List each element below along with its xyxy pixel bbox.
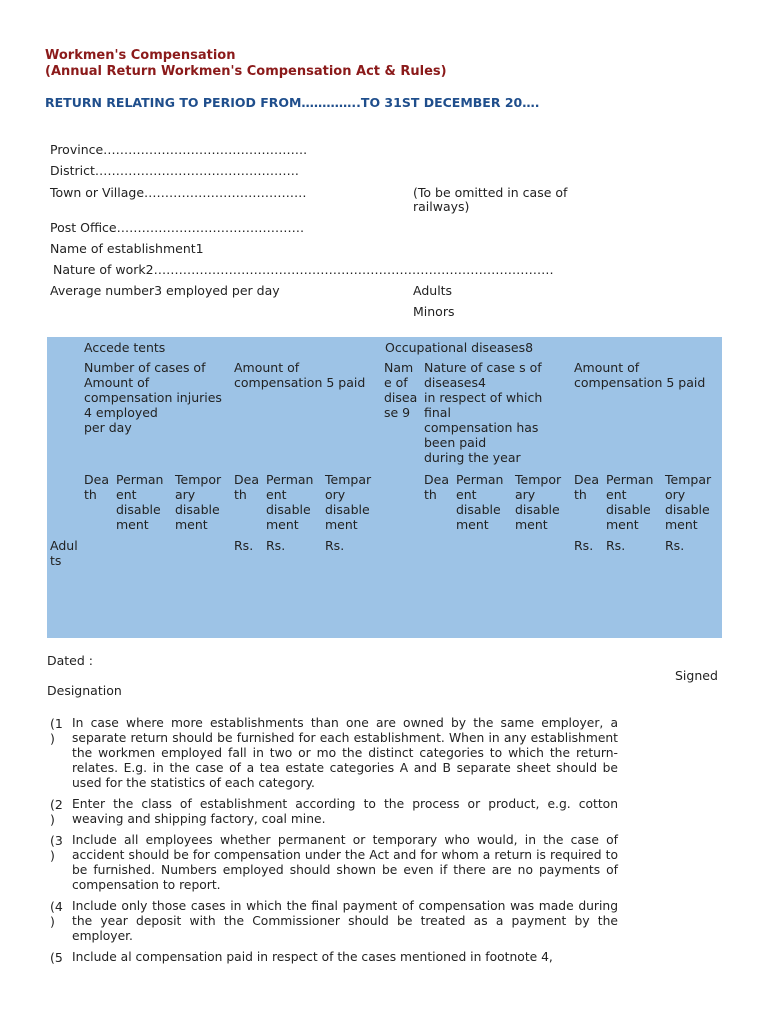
subcol-permanent-disablement: Perman ent disable ment	[606, 472, 654, 532]
note-text: Include all employees whether permanent or temporary who would, in the case of accident should be for compensation under the Act and for whom a return is required to be furnished. Numbers employed should shown be even if there are no payments of compensation to report.	[72, 833, 618, 892]
district-field: District………………………………………….	[50, 163, 299, 178]
rs-cell: Rs.	[665, 538, 685, 553]
occupational-diseases-heading: Occupational diseases8	[385, 340, 534, 355]
signed-label: Signed	[675, 668, 718, 683]
average-employed-field: Average number3 employed per day	[50, 283, 280, 298]
subcol-death: Dea th	[84, 472, 109, 502]
town-field: Town or Village…………………………………	[50, 185, 307, 200]
subcol-temporary-disablement: Tempor ary disable ment	[175, 472, 222, 532]
subcol-death: Dea th	[574, 472, 599, 502]
note-text: Include only those cases in which the final payment of compensation was made during the year deposit with the Commissioner should be treated as a payment by the employer.	[72, 899, 618, 943]
minors-label: Minors	[413, 304, 455, 319]
post-office-field: Post Office………………………………………	[50, 220, 305, 235]
subcol-death: Dea th	[234, 472, 259, 502]
col-amount-compensation-accidents: Amount of compensation 5 paid	[234, 360, 366, 390]
dated-label: Dated :	[47, 653, 93, 668]
col-nature-of-cases: Nature of case s of diseases4 in respect of which final compensation has been paid during the year	[424, 360, 543, 465]
adults-label: Adults	[413, 283, 453, 298]
note-number: (4 )	[50, 899, 63, 929]
railways-note-line2: railways)	[413, 199, 470, 214]
note-number: (1 )	[50, 716, 63, 746]
period-heading: RETURN RELATING TO PERIOD FROM…………..TO 31ST DECEMBER 20….	[45, 95, 540, 110]
subcol-temporary-disablement: Tempar ory disable ment	[665, 472, 712, 532]
note-number: (3 )	[50, 833, 63, 863]
rs-cell: Rs.	[266, 538, 286, 553]
rs-cell: Rs.	[606, 538, 626, 553]
subcol-permanent-disablement: Perman ent disable ment	[116, 472, 164, 532]
subcol-temporary-disablement: Tempar ory disable ment	[325, 472, 372, 532]
establishment-field: Name of establishment1	[50, 241, 204, 256]
designation-label: Designation	[47, 683, 122, 698]
subcol-permanent-disablement: Perman ent disable ment	[266, 472, 314, 532]
note-number: (5	[50, 950, 63, 965]
col-name-of-disease: Nam e of disea se 9	[384, 360, 418, 420]
note-number: (2 )	[50, 797, 63, 827]
doc-title: Workmen's Compensation	[45, 48, 236, 63]
rs-cell: Rs.	[574, 538, 594, 553]
subcol-permanent-disablement: Perman ent disable ment	[456, 472, 504, 532]
doc-subtitle: (Annual Return Workmen's Compensation Act & Rules)	[45, 64, 447, 79]
rs-cell: Rs.	[234, 538, 254, 553]
col-amount-compensation-diseases: Amount of compensation 5 paid	[574, 360, 706, 390]
col-number-of-cases: Number of cases of Amount of compensation injuries 4 employed per day	[84, 360, 222, 435]
nature-of-work-field: Nature of work2……………………………………………………………………………………	[53, 262, 554, 277]
note-text: Include al compensation paid in respect of the cases mentioned in footnote 4,	[72, 950, 553, 964]
subcol-temporary-disablement: Tempor ary disable ment	[515, 472, 562, 532]
rs-cell: Rs.	[325, 538, 345, 553]
subcol-death: Dea th	[424, 472, 449, 502]
accidents-heading: Accede tents	[84, 340, 166, 355]
province-field: Province………………………………………….	[50, 142, 308, 157]
note-text: Enter the class of establishment according to the process or product, e.g. cotton weaving and shipping factory, coal mine.	[72, 797, 618, 826]
note-text: In case where more establishments than one are owned by the same employer, a separate return should be furnished for each establishment. When in any establishment the workmen employed fall in two or mo the distinct categories to which the return-relates. E.g. in the case of a tea estate categories A and B separate sheet should be used for the statistics of each category.	[72, 716, 618, 790]
railways-note-line1: (To be omitted in case of	[413, 185, 568, 200]
row-label-adults: Adul ts	[50, 538, 78, 568]
